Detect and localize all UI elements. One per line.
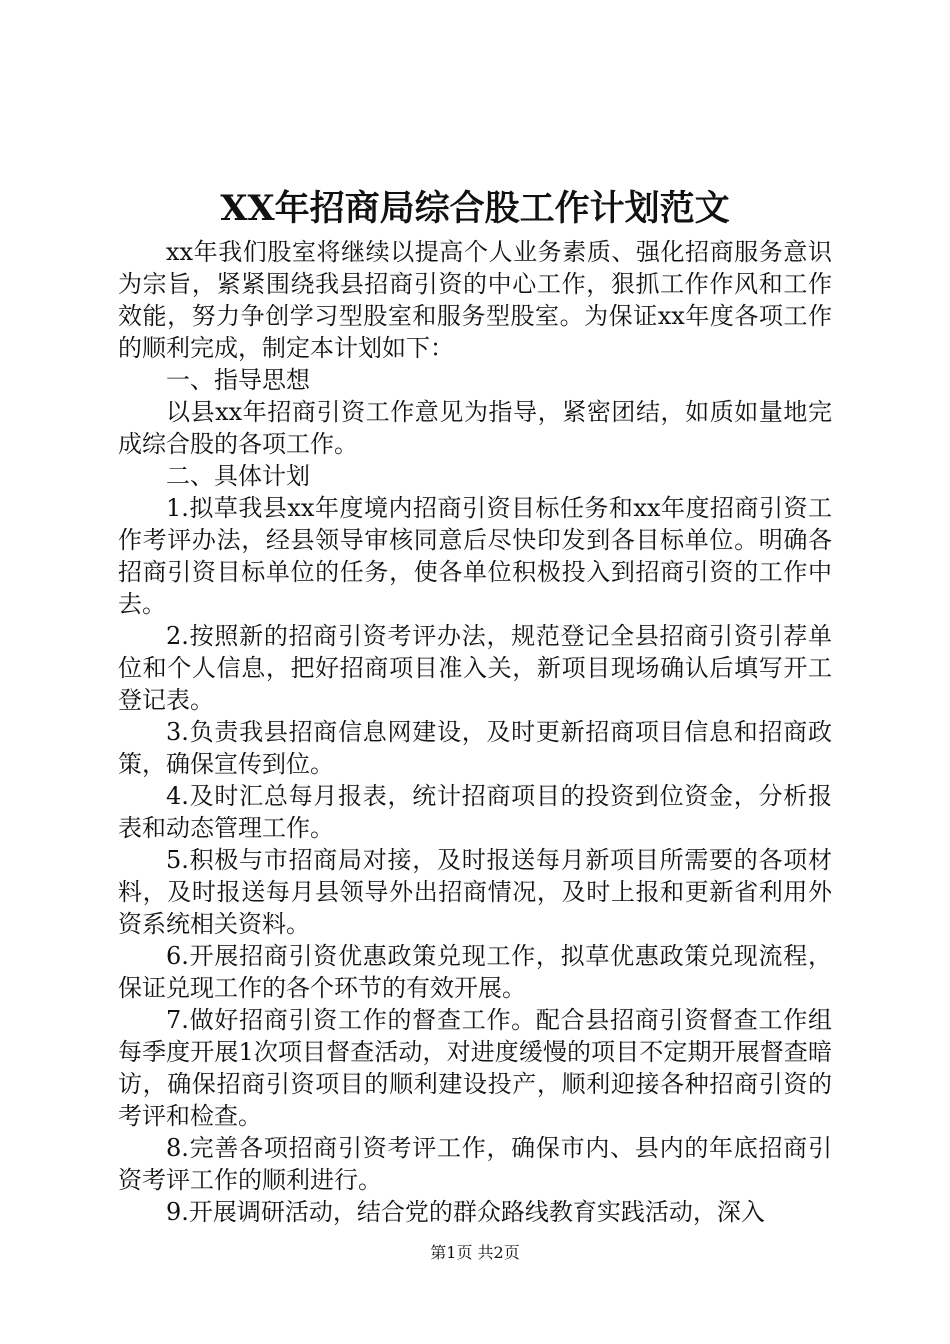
- plan-item-7: 7.做好招商引资工作的督查工作。配合县招商引资督查工作组每季度开展1次项目督查活动，对进度缓慢的项目不定期开展督查暗访，确保招商引资项目的顺利建设投产，顺利迎接各种招商引资的考评和检查。: [118, 1006, 832, 1130]
- section-heading-specific-plan: 二、具体计划: [166, 462, 310, 490]
- plan-item-5: 5.积极与市招商局对接，及时报送每月新项目所需要的各项材料，及时报送每月县领导外出招商情况，及时上报和更新省利用外资系统相关资料。: [118, 846, 832, 938]
- plan-item-4: 4.及时汇总每月报表，统计招商项目的投资到位资金，分析报表和动态管理工作。: [118, 782, 832, 842]
- guiding-thought-paragraph: 以县xx年招商引资工作意见为指导，紧密团结，如质如量地完成综合股的各项工作。: [118, 398, 832, 458]
- plan-item-3: 3.负责我县招商信息网建设，及时更新招商项目信息和招商政策，确保宣传到位。: [118, 718, 832, 778]
- plan-item-2: 2.按照新的招商引资考评办法，规范登记全县招商引资引荐单位和个人信息，把好招商项目准入关，新项目现场确认后填写开工登记表。: [118, 622, 832, 714]
- plan-item-8: 8.完善各项招商引资考评工作，确保市内、县内的年底招商引资考评工作的顺利进行。: [118, 1134, 832, 1194]
- document-title: XX年招商局综合股工作计划范文: [220, 188, 730, 229]
- intro-paragraph: xx年我们股室将继续以提高个人业务素质、强化招商服务意识为宗旨，紧紧围绕我县招商引资的中心工作，狠抓工作作风和工作效能，努力争创学习型股室和服务型股室。为保证xx年度各项工作的顺利完成，制定本计划如下：: [118, 238, 832, 362]
- section-heading-guiding-thought: 一、指导思想: [166, 366, 310, 394]
- page-number-footer: 第1页 共2页: [430, 1243, 520, 1262]
- plan-item-1: 1.拟草我县xx年度境内招商引资目标任务和xx年度招商引资工作考评办法，经县领导审核同意后尽快印发到各目标单位。明确各招商引资目标单位的任务，使各单位积极投入到招商引资的工作中去。: [118, 494, 832, 618]
- plan-item-9: 9.开展调研活动，结合党的群众路线教育实践活动，深入: [166, 1198, 765, 1226]
- document-body: [118, 236, 832, 1228]
- plan-item-6: 6.开展招商引资优惠政策兑现工作，拟草优惠政策兑现流程，保证兑现工作的各个环节的有效开展。: [118, 942, 832, 1002]
